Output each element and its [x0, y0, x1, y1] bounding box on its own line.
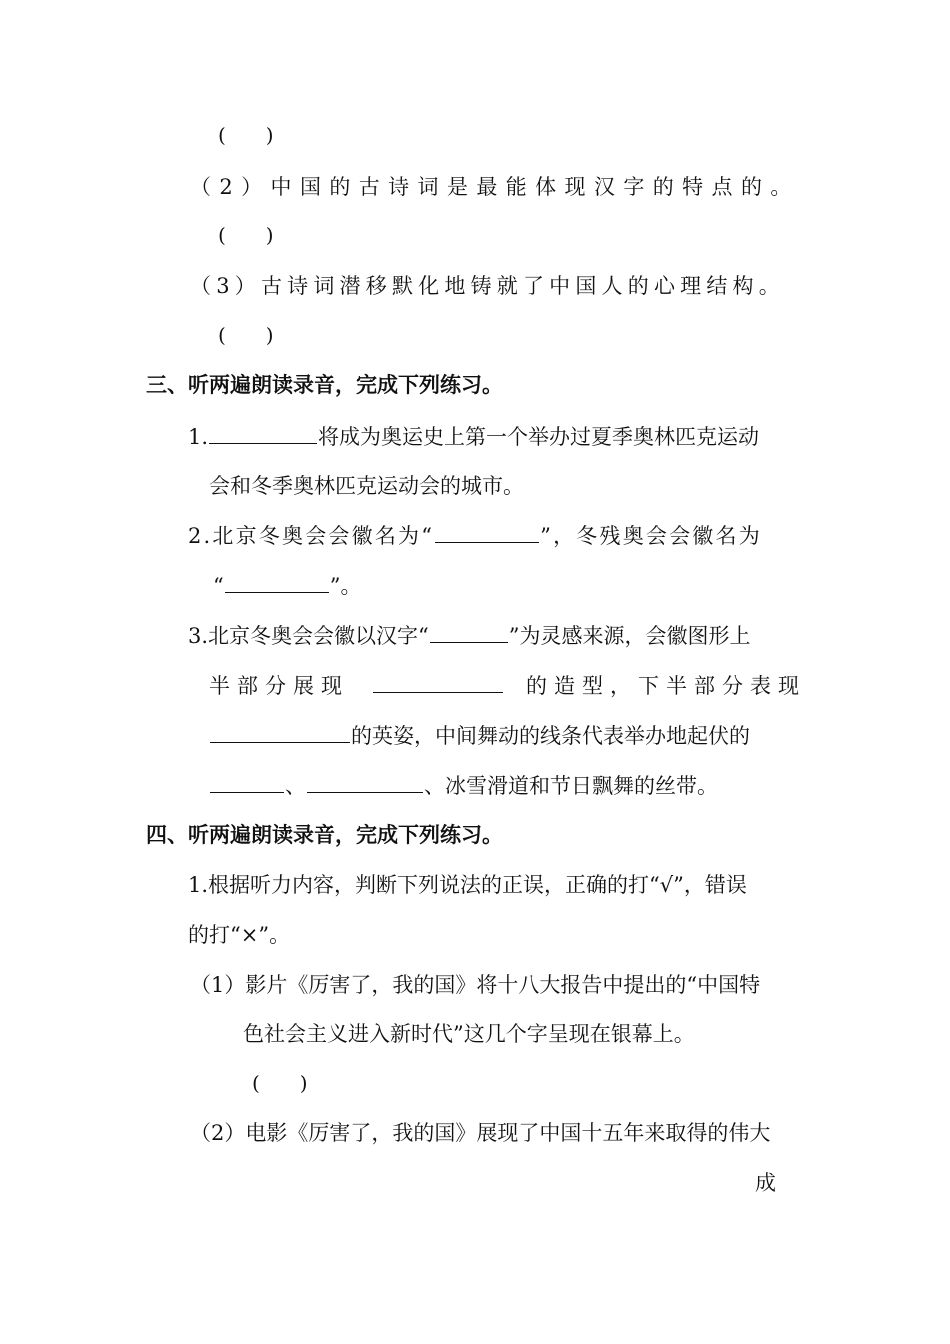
q3-3-line2-a: 半部分展现	[209, 674, 349, 698]
question-3-3	[188, 620, 751, 650]
answer-blank[interactable]	[430, 620, 508, 643]
question-3-3-line3	[209, 720, 750, 750]
q3-3-line2-b: 的造型，下半部分表现	[526, 674, 806, 698]
statement-4-1: （1）影片《厉害了，我的国》将十八大报告中提出的“中国特	[190, 973, 761, 997]
answer-paren-2: ( )	[218, 223, 274, 247]
q3-3-line3-text: 的英姿，中间舞动的线条代表举办地起伏的	[351, 724, 750, 748]
answer-blank[interactable]	[225, 570, 329, 593]
question-3-1	[188, 421, 759, 451]
statement-2	[190, 172, 802, 202]
q3-2-close-quote: ”。	[329, 574, 362, 598]
q3-2-open-quote: “	[213, 574, 224, 598]
question-4-1-continued: 的打“×”。	[188, 923, 291, 947]
statement-2-text: （2）中国的古诗词是最能体现汉字的特点的。	[190, 175, 800, 199]
answer-blank[interactable]	[307, 770, 423, 793]
answer-blank[interactable]	[435, 520, 539, 543]
statement-3-text: （3）古诗词潜移默化地铸就了中国人的心理结构。	[190, 274, 785, 298]
q3-3-line4-end: 、冰雪滑道和节日飘舞的丝带。	[424, 774, 718, 798]
statement-4-2: （2）电影《厉害了，我的国》展现了中国十五年来取得的伟大	[190, 1121, 771, 1145]
statement-3	[190, 271, 802, 301]
statement-4-2-continued: 成	[755, 1171, 776, 1195]
question-3-2-continued	[213, 570, 362, 600]
answer-blank[interactable]	[210, 720, 350, 743]
answer-blank[interactable]	[373, 670, 503, 693]
question-3-3-line4	[209, 770, 718, 800]
section-4-heading: 四、听两遍朗读录音，完成下列练习。	[146, 822, 503, 847]
q3-1-text: 将成为奥运史上第一个举办过夏季奥林匹克运动	[318, 425, 760, 449]
answer-blank[interactable]	[209, 421, 317, 444]
q3-1-number: 1.	[188, 425, 209, 449]
q3-3-line4-sep: 、	[285, 774, 306, 798]
section-3-heading: 三、听两遍朗读录音，完成下列练习。	[146, 372, 503, 397]
answer-paren-4: ( )	[252, 1071, 308, 1095]
answer-paren-3: ( )	[218, 323, 274, 347]
statement-4-1-continued: 色社会主义进入新时代”这几个字呈现在银幕上。	[243, 1022, 695, 1046]
question-4-1: 1.根据听力内容，判断下列说法的正误，正确的打“√”，错误	[188, 873, 747, 897]
q3-3-text-b: ”为灵感来源，会徽图形上	[508, 624, 751, 648]
q3-2-text-b: ”，冬残奥会会徽名为	[540, 524, 762, 548]
answer-paren-1: ( )	[218, 123, 274, 147]
question-3-3-line2	[209, 670, 806, 700]
answer-blank[interactable]	[210, 770, 284, 793]
q3-3-text-a: 3.北京冬奥会会徽以汉字“	[188, 624, 429, 648]
q3-2-text-a: 2.北京冬奥会会徽名为“	[188, 524, 435, 548]
question-3-2	[188, 520, 762, 550]
question-3-1-continued: 会和冬季奥林匹克运动会的城市。	[209, 474, 524, 498]
